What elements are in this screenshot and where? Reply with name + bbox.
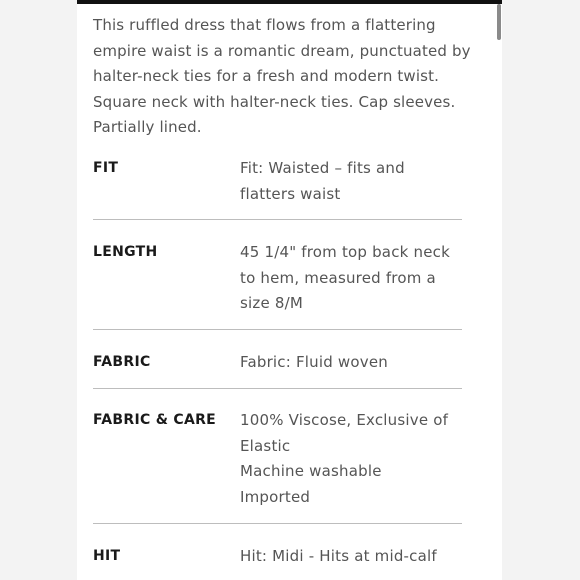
- spec-value-line: 100% Viscose, Exclusive of Elastic: [240, 411, 449, 455]
- spec-label: LENGTH: [93, 244, 158, 260]
- divider: [93, 523, 462, 524]
- divider: [93, 388, 462, 389]
- spec-value-line: Machine washable: [240, 462, 382, 481]
- spec-value-line: Fabric: Fluid woven: [240, 353, 388, 371]
- spec-label: FIT: [93, 160, 119, 176]
- product-details-panel: [77, 0, 502, 580]
- spec-value-line: 45 1/4" from top back neck to hem, measured from a size 8/M: [240, 243, 450, 313]
- spec-value: [240, 350, 462, 376]
- divider: [93, 219, 462, 220]
- spec-value-line: Imported: [240, 487, 311, 506]
- spec-value: [240, 408, 462, 510]
- spec-label: FABRIC: [93, 354, 151, 370]
- spec-value-line: Fit: Waisted – fits and flatters waist: [240, 159, 405, 203]
- divider: [93, 329, 462, 330]
- spec-label: HIT: [93, 548, 121, 564]
- spec-label: FABRIC & CARE: [93, 412, 217, 428]
- spec-value-line: Hit: Midi - Hits at mid-calf: [240, 547, 437, 565]
- spec-value: [240, 240, 462, 317]
- product-description: This ruffled dress that flows from a flattering empire waist is a romantic dream, punctuated by halter-neck ties for a fresh and modern twist. Square neck with halter-neck ties. Cap sleeves. Partially lined.: [93, 16, 471, 137]
- scrollbar-thumb[interactable]: [497, 4, 501, 40]
- spec-value: [240, 156, 462, 207]
- spec-value: [240, 544, 462, 570]
